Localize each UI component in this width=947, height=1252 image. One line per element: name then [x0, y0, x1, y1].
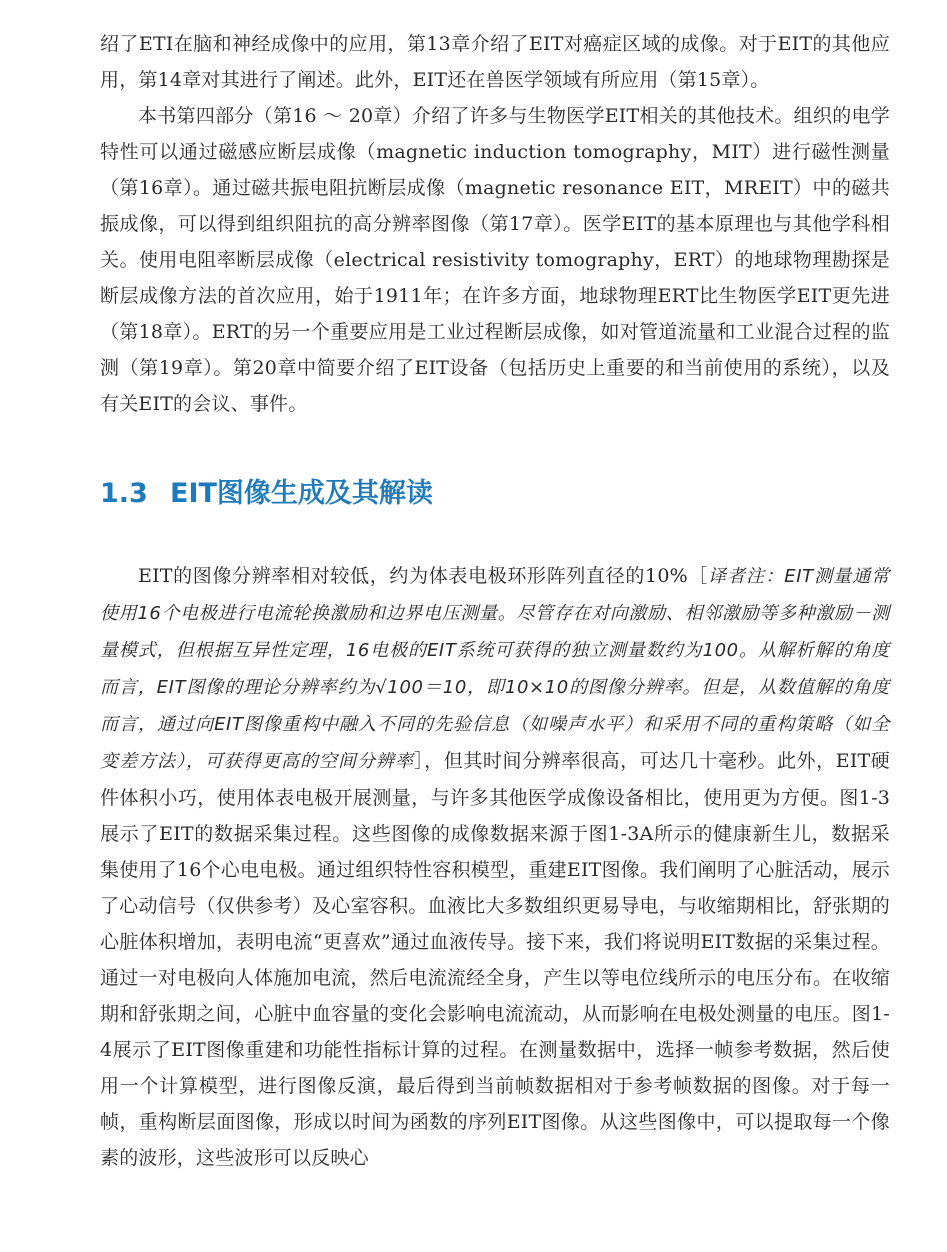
body-rest-text: ］，但其时间分辨率很高，可达几十毫秒。此外，EIT硬件体积小巧，使用体表电极开展测量，与许多其他医学成像设备相比，使用更为方便。图1-3展示了EIT的数据采集过程。这些图像的成像数据来源于图1-3A所示的健康新生儿，数据采集使用了16个心电电极。通过组织特性容积模型，重建EIT图像。我们阐明了心脏活动，展示了心动信号（仅供参考）及心室容积。血液比大多数组织更易导电，与收缩期相比，舒张期的心脏体积增加，表明电流“更喜欢”通过血液传导。接下来，我们将说明EIT数据的采集过程。通过一对电极向人体施加电流，然后电流流经全身，产生以等电位线所示的电压分布。在收缩期和舒张期之间，心脏中血容量的变化会影响电流流动，从而影响在电极处测量的电压。图1-4展示了EIT图像重建和功能性指标计算的过程。在测量数据中，选择一帧参考数据，然后使用一个计算模型，进行图像反演，最后得到当前帧数据相对于参考帧数据的图像。对于每一帧，重构断层面图像，形成以时间为函数的序列EIT图像。从这些图像中，可以提取每一个像素的波形，这些波形可以反映心: [100, 750, 891, 1169]
page-content: [100, 26, 890, 1176]
section-heading: [100, 474, 890, 514]
section-title: EIT图像生成及其解读: [170, 478, 433, 509]
section-number: 1.3: [100, 478, 148, 509]
translator-note: 译者注：EIT测量通常使用16个电极进行电流轮换激励和边界电压测量。尽管存在对向激励、相邻激励等多种激励－测量模式，但根据互异性定理，16电极的EIT系统可获得的独立测量数约为100。从解析解的角度而言，EIT图像的理论分辨率约为√100＝10，即10×10的图像分辨率。但是，从数值解的角度而言，通过向EIT图像重构中融入不同的先验信息（如噪声水平）和采用不同的重构策略（如全变差方法），可获得更高的空间分辨率: [100, 566, 891, 772]
section-body-paragraph: [100, 558, 890, 1176]
body-lead-text: EIT的图像分辨率相对较低，约为体表电极环形阵列直径的10%［: [138, 565, 709, 587]
continued-paragraph: 绍了ETI在脑和神经成像中的应用，第13章介绍了EIT对癌症区域的成像。对于EIT的其他应用，第14章对其进行了阐述。此外，EIT还在兽医学领域有所应用（第15章）。: [100, 33, 890, 91]
part-four-paragraph: 本书第四部分（第16 ～ 20章）介绍了许多与生物医学EIT相关的其他技术。组织的电学特性可以通过磁感应断层成像（magnetic induction tomography，MIT）进行磁性测量（第16章）。通过磁共振电阻抗断层成像（magnetic resonance EIT，MREIT）中的磁共振成像，可以得到组织阻抗的高分辨率图像（第17章）。医学EIT的基本原理也与其他学科相关。使用电阻率断层成像（electrical resistivity tomography，ERT）的地球物理勘探是断层成像方法的首次应用，始于1911年；在许多方面，地球物理ERT比生物医学EIT更先进（第18章）。ERT的另一个重要应用是工业过程断层成像，如对管道流量和工业混合过程的监测（第19章）。第20章中简要介绍了EIT设备（包括历史上重要的和当前使用的系统），以及有关EIT的会议、事件。: [100, 105, 890, 415]
